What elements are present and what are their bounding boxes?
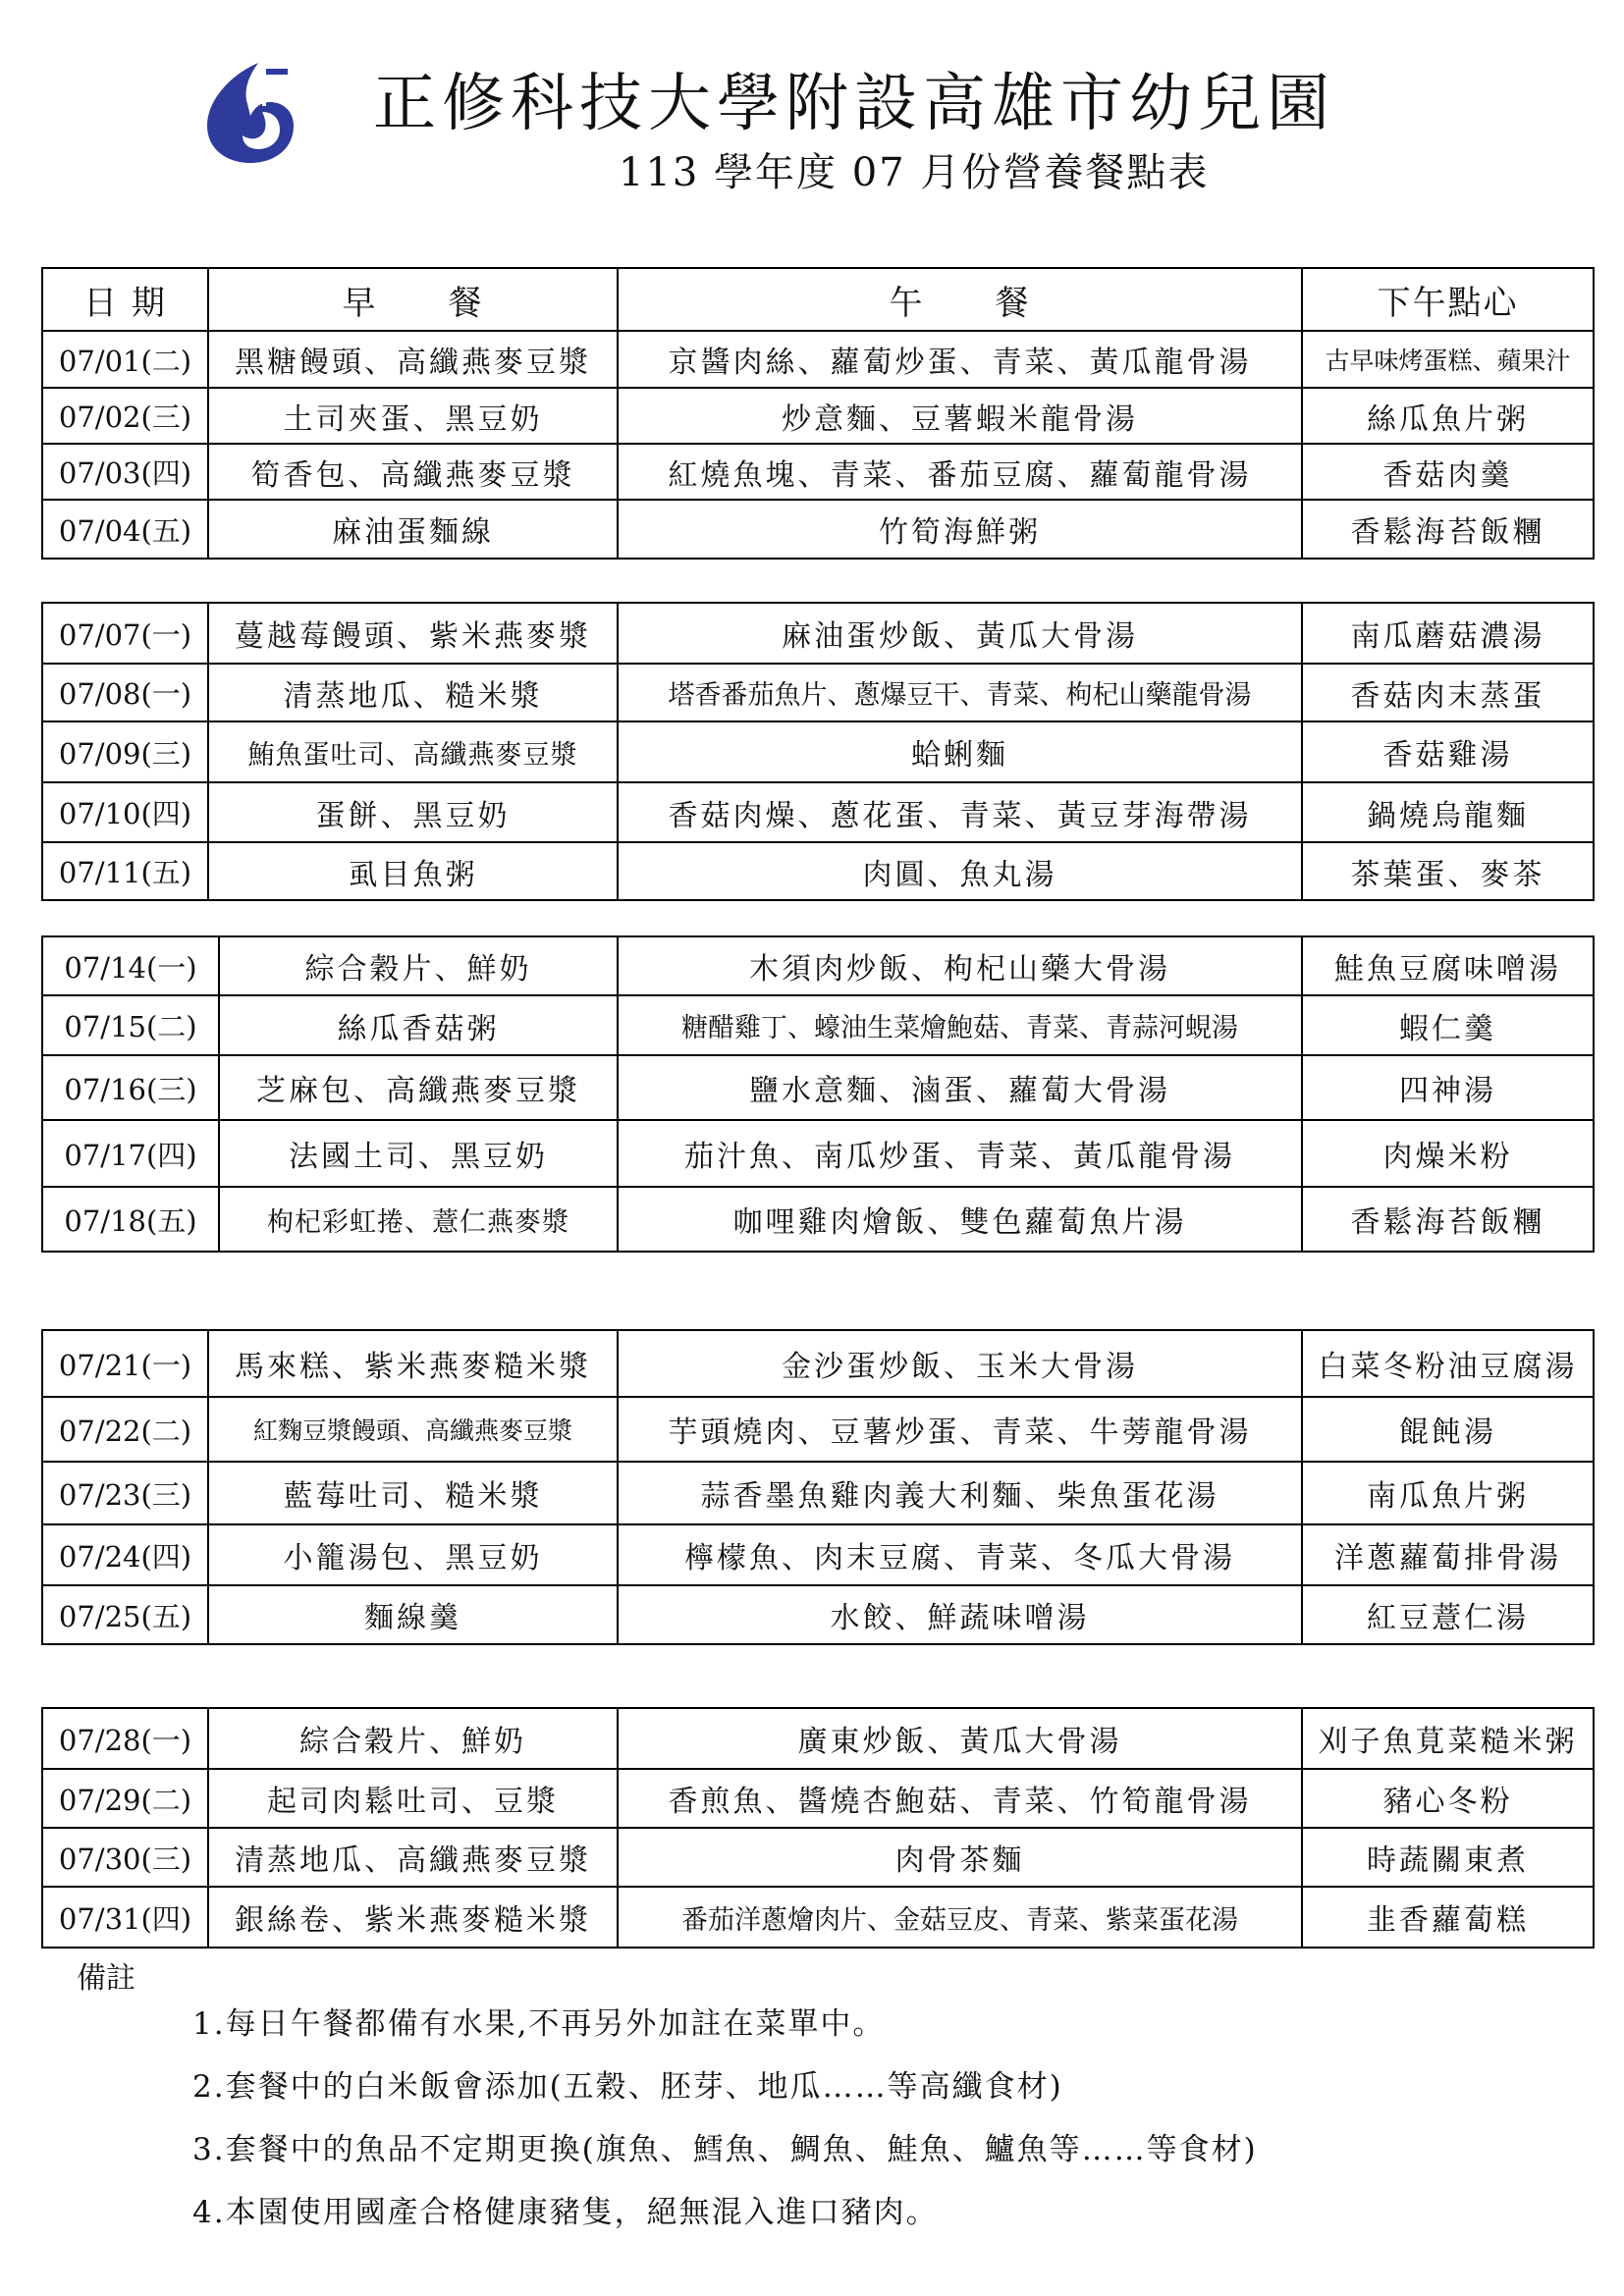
note-item: 2.套餐中的白米飯會添加(五穀、胚芽、地瓜……等高纖食材) bbox=[192, 2069, 1063, 2105]
date-cell: 07/24(四) bbox=[42, 1524, 208, 1585]
lunch-cell: 木須肉炒飯、枸杞山藥大骨湯 bbox=[618, 936, 1302, 995]
lunch-cell: 檸檬魚、肉末豆腐、青菜、冬瓜大骨湯 bbox=[618, 1524, 1302, 1585]
snack-cell: 時蔬關東煮 bbox=[1302, 1828, 1594, 1887]
date-cell: 07/11(五) bbox=[42, 842, 208, 900]
snack-cell: 香菇肉末蒸蛋 bbox=[1302, 664, 1594, 721]
breakfast-cell: 枸杞彩虹捲、薏仁燕麥漿 bbox=[219, 1187, 618, 1252]
table-row bbox=[42, 1828, 1594, 1887]
date-cell: 07/02(三) bbox=[42, 388, 208, 444]
lunch-cell: 糖醋雞丁、蠔油生菜燴鮑菇、青菜、青蒜河蜆湯 bbox=[618, 995, 1302, 1055]
column-header-lunch: 午 餐 bbox=[618, 268, 1302, 331]
menu-table-week-3 bbox=[41, 935, 1595, 1253]
column-header-date: 日 期 bbox=[42, 268, 208, 331]
breakfast-cell: 土司夾蛋、黑豆奶 bbox=[208, 388, 618, 444]
table-row bbox=[42, 1055, 1594, 1120]
table-row bbox=[42, 936, 1594, 995]
menu-table-week-4 bbox=[41, 1329, 1595, 1645]
date-cell: 07/03(四) bbox=[42, 444, 208, 500]
table-row bbox=[42, 782, 1594, 842]
date-cell: 07/22(二) bbox=[42, 1397, 208, 1462]
lunch-cell: 蒜香墨魚雞肉義大利麵、柴魚蛋花湯 bbox=[618, 1462, 1302, 1524]
snack-cell: 四神湯 bbox=[1302, 1055, 1594, 1120]
table-row bbox=[42, 664, 1594, 721]
date-cell: 07/07(一) bbox=[42, 603, 208, 664]
snack-cell: 香菇肉羹 bbox=[1302, 444, 1594, 500]
snack-cell: 洋蔥蘿蔔排骨湯 bbox=[1302, 1524, 1594, 1585]
date-cell: 07/09(三) bbox=[42, 721, 208, 782]
breakfast-cell: 鮪魚蛋吐司、高纖燕麥豆漿 bbox=[208, 721, 618, 782]
breakfast-cell: 清蒸地瓜、高纖燕麥豆漿 bbox=[208, 1828, 618, 1887]
snack-cell: 古早味烤蛋糕、蘋果汁 bbox=[1302, 331, 1594, 388]
lunch-cell: 竹筍海鮮粥 bbox=[618, 500, 1302, 559]
lunch-cell: 番茄洋蔥燴肉片、金菇豆皮、青菜、紫菜蛋花湯 bbox=[618, 1887, 1302, 1948]
snack-cell: 香鬆海苔飯糰 bbox=[1302, 500, 1594, 559]
lunch-cell: 蛤蜊麵 bbox=[618, 721, 1302, 782]
date-cell: 07/17(四) bbox=[42, 1120, 219, 1187]
table-row bbox=[42, 1330, 1594, 1397]
breakfast-cell: 綜合穀片、鮮奶 bbox=[219, 936, 618, 995]
date-cell: 07/30(三) bbox=[42, 1828, 208, 1887]
breakfast-cell: 清蒸地瓜、糙米漿 bbox=[208, 664, 618, 721]
note-item: 1.每日午餐都備有水果,不再另外加註在菜單中。 bbox=[192, 2006, 886, 2042]
date-cell: 07/23(三) bbox=[42, 1462, 208, 1524]
snack-cell: 刈子魚莧菜糙米粥 bbox=[1302, 1708, 1594, 1769]
breakfast-cell: 虱目魚粥 bbox=[208, 842, 618, 900]
header-row bbox=[42, 268, 1594, 331]
table-row bbox=[42, 1585, 1594, 1644]
date-cell: 07/04(五) bbox=[42, 500, 208, 559]
column-header-snack: 下午點心 bbox=[1302, 268, 1594, 331]
table-row bbox=[42, 995, 1594, 1055]
snack-cell: 鮭魚豆腐味噌湯 bbox=[1302, 936, 1594, 995]
lunch-cell: 鹽水意麵、滷蛋、蘿蔔大骨湯 bbox=[618, 1055, 1302, 1120]
lunch-cell: 肉骨茶麵 bbox=[618, 1828, 1302, 1887]
note-item: 4.本園使用國產合格健康豬隻，絕無混入進口豬肉。 bbox=[192, 2195, 939, 2230]
lunch-cell: 水餃、鮮蔬味噌湯 bbox=[618, 1585, 1302, 1644]
table-row bbox=[42, 1769, 1594, 1828]
lunch-cell: 塔香番茄魚片、蔥爆豆干、青菜、枸杞山藥龍骨湯 bbox=[618, 664, 1302, 721]
lunch-cell: 咖哩雞肉燴飯、雙色蘿蔔魚片湯 bbox=[618, 1187, 1302, 1252]
lunch-cell: 茄汁魚、南瓜炒蛋、青菜、黃瓜龍骨湯 bbox=[618, 1120, 1302, 1187]
table-row bbox=[42, 500, 1594, 559]
snack-cell: 蝦仁羹 bbox=[1302, 995, 1594, 1055]
breakfast-cell: 馬來糕、紫米燕麥糙米漿 bbox=[208, 1330, 618, 1397]
menu-table-week-5 bbox=[41, 1707, 1595, 1949]
column-header-breakfast: 早 餐 bbox=[208, 268, 618, 331]
table-row bbox=[42, 603, 1594, 664]
breakfast-cell: 麵線羹 bbox=[208, 1585, 618, 1644]
table-row bbox=[42, 444, 1594, 500]
table-row bbox=[42, 1397, 1594, 1462]
page-title: 正修科技大學附設高雄市幼兒園 bbox=[373, 68, 1335, 140]
snack-cell: 肉燥米粉 bbox=[1302, 1120, 1594, 1187]
date-cell: 07/29(二) bbox=[42, 1769, 208, 1828]
snack-cell: 香鬆海苔飯糰 bbox=[1302, 1187, 1594, 1252]
breakfast-cell: 筍香包、高纖燕麥豆漿 bbox=[208, 444, 618, 500]
breakfast-cell: 藍莓吐司、糙米漿 bbox=[208, 1462, 618, 1524]
breakfast-cell: 法國土司、黑豆奶 bbox=[219, 1120, 618, 1187]
breakfast-cell: 綜合穀片、鮮奶 bbox=[208, 1708, 618, 1769]
breakfast-cell: 絲瓜香菇粥 bbox=[219, 995, 618, 1055]
snack-cell: 白菜冬粉油豆腐湯 bbox=[1302, 1330, 1594, 1397]
breakfast-cell: 芝麻包、高纖燕麥豆漿 bbox=[219, 1055, 618, 1120]
table-row bbox=[42, 842, 1594, 900]
snack-cell: 香菇雞湯 bbox=[1302, 721, 1594, 782]
snack-cell: 豬心冬粉 bbox=[1302, 1769, 1594, 1828]
snack-cell: 絲瓜魚片粥 bbox=[1302, 388, 1594, 444]
table-row bbox=[42, 1708, 1594, 1769]
lunch-cell: 香煎魚、醬燒杏鮑菇、青菜、竹筍龍骨湯 bbox=[618, 1769, 1302, 1828]
school-logo bbox=[201, 61, 299, 165]
date-cell: 07/28(一) bbox=[42, 1708, 208, 1769]
lunch-cell: 香菇肉燥、蔥花蛋、青菜、黃豆芽海帶湯 bbox=[618, 782, 1302, 842]
snack-cell: 南瓜蘑菇濃湯 bbox=[1302, 603, 1594, 664]
date-cell: 07/01(二) bbox=[42, 331, 208, 388]
menu-table-week-1 bbox=[41, 267, 1595, 560]
lunch-cell: 京醬肉絲、蘿蔔炒蛋、青菜、黃瓜龍骨湯 bbox=[618, 331, 1302, 388]
menu-table-week-2 bbox=[41, 602, 1595, 901]
breakfast-cell: 麻油蛋麵線 bbox=[208, 500, 618, 559]
snack-cell: 韭香蘿蔔糕 bbox=[1302, 1887, 1594, 1948]
date-cell: 07/10(四) bbox=[42, 782, 208, 842]
date-cell: 07/14(一) bbox=[42, 936, 219, 995]
breakfast-cell: 紅麴豆漿饅頭、高纖燕麥豆漿 bbox=[208, 1397, 618, 1462]
lunch-cell: 炒意麵、豆薯蝦米龍骨湯 bbox=[618, 388, 1302, 444]
snack-cell: 紅豆薏仁湯 bbox=[1302, 1585, 1594, 1644]
breakfast-cell: 蔓越莓饅頭、紫米燕麥漿 bbox=[208, 603, 618, 664]
snack-cell: 茶葉蛋、麥茶 bbox=[1302, 842, 1594, 900]
breakfast-cell: 起司肉鬆吐司、豆漿 bbox=[208, 1769, 618, 1828]
table-row bbox=[42, 1524, 1594, 1585]
notes-label: 備註 bbox=[77, 1961, 135, 1996]
breakfast-cell: 蛋餅、黑豆奶 bbox=[208, 782, 618, 842]
date-cell: 07/25(五) bbox=[42, 1585, 208, 1644]
date-cell: 07/16(三) bbox=[42, 1055, 219, 1120]
table-row bbox=[42, 1887, 1594, 1948]
snack-cell: 南瓜魚片粥 bbox=[1302, 1462, 1594, 1524]
lunch-cell: 麻油蛋炒飯、黃瓜大骨湯 bbox=[618, 603, 1302, 664]
lunch-cell: 紅燒魚塊、青菜、番茄豆腐、蘿蔔龍骨湯 bbox=[618, 444, 1302, 500]
breakfast-cell: 黑糖饅頭、高纖燕麥豆漿 bbox=[208, 331, 618, 388]
date-cell: 07/21(一) bbox=[42, 1330, 208, 1397]
table-row bbox=[42, 331, 1594, 388]
snack-cell: 餛飩湯 bbox=[1302, 1397, 1594, 1462]
breakfast-cell: 小籠湯包、黑豆奶 bbox=[208, 1524, 618, 1585]
lunch-cell: 芋頭燒肉、豆薯炒蛋、青菜、牛蒡龍骨湯 bbox=[618, 1397, 1302, 1462]
date-cell: 07/31(四) bbox=[42, 1887, 208, 1948]
lunch-cell: 肉圓、魚丸湯 bbox=[618, 842, 1302, 900]
table-row bbox=[42, 388, 1594, 444]
breakfast-cell: 銀絲卷、紫米燕麥糙米漿 bbox=[208, 1887, 618, 1948]
table-row bbox=[42, 1462, 1594, 1524]
page-subtitle: 113 學年度 07 月份營養餐點表 bbox=[619, 150, 1210, 195]
table-row bbox=[42, 1187, 1594, 1252]
date-cell: 07/18(五) bbox=[42, 1187, 219, 1252]
table-row bbox=[42, 1120, 1594, 1187]
snack-cell: 鍋燒烏龍麵 bbox=[1302, 782, 1594, 842]
note-item: 3.套餐中的魚品不定期更換(旗魚、鱈魚、鯛魚、鮭魚、鱸魚等……等食材) bbox=[192, 2132, 1258, 2167]
date-cell: 07/08(一) bbox=[42, 664, 208, 721]
table-row bbox=[42, 721, 1594, 782]
lunch-cell: 廣東炒飯、黃瓜大骨湯 bbox=[618, 1708, 1302, 1769]
lunch-cell: 金沙蛋炒飯、玉米大骨湯 bbox=[618, 1330, 1302, 1397]
date-cell: 07/15(二) bbox=[42, 995, 219, 1055]
